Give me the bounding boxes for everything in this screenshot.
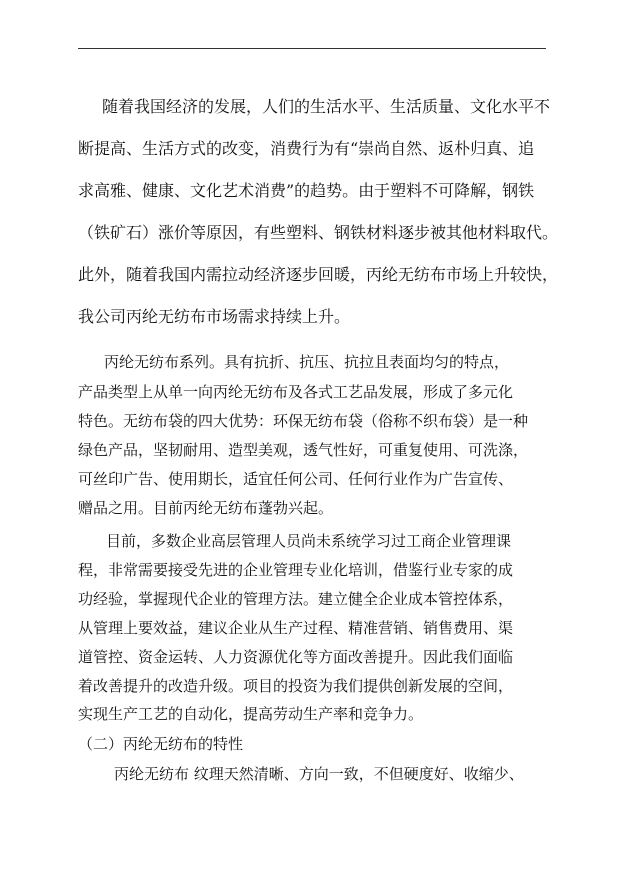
paragraph-3-line: 从管理上要效益，建议企业从生产过程、精准营销、销售费用、渠 — [78, 619, 514, 637]
paragraph-1-line: 我公司丙纶无纺布市场需求持续上升。 — [78, 307, 351, 326]
section-heading: （二）丙纶无纺布的特性 — [78, 735, 244, 753]
paragraph-1-line: 求高雅、健康、文化艺术消费”的趋势。由于塑料不可降解，钢铁 — [78, 181, 535, 200]
paragraph-2-line: 特色。无纺布袋的四大优势：环保无纺布袋（俗称不织布袋）是一种 — [78, 412, 529, 430]
header-rule — [78, 48, 546, 49]
paragraph-1-line: 断提高、生活方式的改变，消费行为有“崇尚自然、返朴归真、追 — [78, 139, 535, 158]
paragraph-1-line: 此外，随着我国内需拉动经济逐步回暖，丙纶无纺布市场上升较快， — [78, 265, 559, 284]
paragraph-3-line: 目前，多数企业高层管理人员尚未系统学习过工商企业管理课 — [106, 532, 512, 550]
paragraph-3-line: 着改善提升的改造升级。项目的投资为我们提供创新发展的空间， — [78, 677, 514, 695]
paragraph-4-line: 丙纶无纺布 纹理天然清晰、方向一致，不但硬度好、收缩少、 — [114, 765, 524, 783]
paragraph-3-line: 道管控、资金运转、人力资源优化等方面改善提升。因此我们面临 — [78, 648, 514, 666]
paragraph-2-line: 绿色产品，坚韧耐用、造型美观，透气性好，可重复使用、可洗涤， — [78, 441, 529, 459]
paragraph-3-line: 程，非常需要接受先进的企业管理专业化培训，借鉴行业专家的成 — [78, 561, 514, 579]
paragraph-1-line: （铁矿石）涨价等原因，有些塑料、钢铁材料逐步被其他材料取代。 — [78, 223, 559, 242]
paragraph-2-line: 丙纶无纺布系列。具有抗折、抗压、抗拉且表面均匀的特点， — [104, 353, 510, 371]
paragraph-3-line: 功经验，掌握现代企业的管理方法。建立健全企业成本管控体系， — [78, 590, 514, 608]
paragraph-3-line: 实现生产工艺的自动化，提高劳动生产率和竞争力。 — [78, 705, 424, 723]
paragraph-2-line: 产品类型上从单一向丙纶无纺布及各式工艺品发展，形成了多元化 — [78, 383, 514, 401]
paragraph-2-line: 赠品之用。目前丙纶无纺布蓬勃兴起。 — [78, 499, 334, 517]
paragraph-1-line: 随着我国经济的发展，人们的生活水平、生活质量、文化水平不 — [102, 97, 551, 116]
paragraph-2-line: 可丝印广告、使用期长，适宜任何公司、任何行业作为广告宣传、 — [78, 470, 514, 488]
